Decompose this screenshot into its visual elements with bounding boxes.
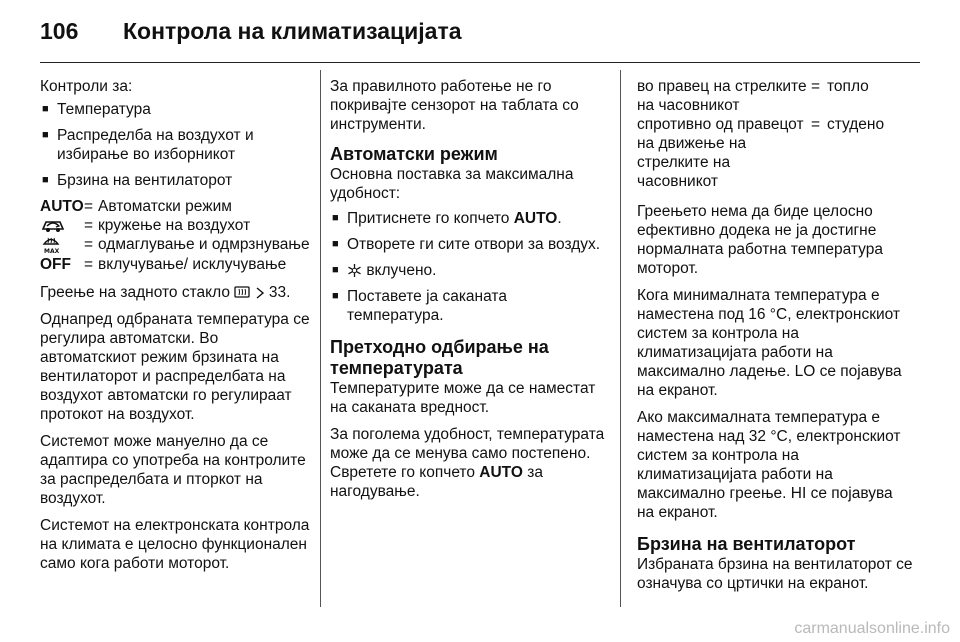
paragraph: Однапред одбраната температура се регулира автоматски. Во автоматскиот режим брзината на вентилаторот и распределбата на воздухот автоматски го регулираат протокот на воздухот. xyxy=(40,311,310,423)
controls-list xyxy=(40,100,314,190)
page-reference-icon xyxy=(255,284,269,301)
paragraph: Температурите може да се наместат на саканата вредност. xyxy=(330,380,596,416)
auto-steps-list xyxy=(330,209,606,325)
list-item: ■ Распределба на воздухот и избирање во изборникот xyxy=(40,126,314,164)
paragraph: Ако максималната температура е наместена над 32 °C, електронскиот систем за контрола на климатизацијата работи на максимално греење. HI се појавува на екранот. xyxy=(637,409,901,521)
legend-desc: кружење на воздухот xyxy=(98,217,251,234)
section-heading-fan: Брзина на вентилаторот xyxy=(637,534,856,554)
column-3 xyxy=(637,77,913,601)
legend-left: во правец на стрелките на часовникот xyxy=(637,78,807,114)
section-heading-preselect: Претходно одбирање на температурата xyxy=(330,337,549,378)
column-divider-2 xyxy=(620,70,621,607)
rear-window-heater-icon xyxy=(234,284,254,301)
rear-window-line: Греење на задното стакло 33. xyxy=(40,284,291,301)
column-1 xyxy=(40,77,314,581)
paragraph: За правилното работење не го покривајте сензорот на таблата со инструменти. xyxy=(330,78,579,133)
direction-legend: во правец на стрелките на часовникот = топло спротивно од правецот на движење на стрелките на часовникот = студено xyxy=(637,77,913,191)
paragraph: Системот на електронската контрола на климата е целосно функционален само кога работи моторот. xyxy=(40,517,310,572)
legend-desc: вклучување/ исклучување xyxy=(98,256,287,273)
legend-desc: Автоматски режим xyxy=(98,198,232,215)
legend-key-off: OFF xyxy=(40,256,71,273)
list-item: ■ Притиснете го копчето AUTO. xyxy=(330,209,606,228)
column-divider-1 xyxy=(320,70,321,607)
list-item: ■ вклучено. xyxy=(330,261,606,280)
fan-snowflake-icon xyxy=(347,262,366,279)
header-divider xyxy=(40,62,920,63)
legend-key-auto: AUTO xyxy=(40,198,84,215)
paragraph: Основна поставка за максимална удобност: xyxy=(330,166,574,202)
paragraph: За поголема удобност, температурата може да се менува само постепено. Свретете го копчето AUTO за нагодување. xyxy=(330,426,605,500)
svg-text:MAX: MAX xyxy=(44,248,60,255)
paragraph: Кога минималната температура е наместена под 16 °C, електронскиот систем за контрола на климатизацијата работи на максимално ладење. LO се појавува на екранот. xyxy=(637,287,902,399)
list-item: ■ Отворете ги сите отвори за воздух. xyxy=(330,235,606,254)
list-item: ■ Температура xyxy=(40,100,314,119)
paragraph: Греењето нема да биде целосно ефективно додека не ја достигне нормалната работна температура моторот. xyxy=(637,203,884,277)
legend-desc: одмаглување и одмрзнување xyxy=(98,236,310,253)
paragraph: Системот може мануелно да се адаптира со употреба на контролите за распределбата и пторкот на воздухот. xyxy=(40,433,306,507)
page-title: Контрола на климатизацијата xyxy=(123,18,462,44)
section-heading-auto: Автоматски режим xyxy=(330,144,498,164)
page-reference[interactable]: 33. xyxy=(268,284,291,301)
list-item: ■ Брзина на вентилаторот xyxy=(40,171,314,190)
controls-legend: AUTO = Автоматски режим = кружење на воздухот MAX = одмаглување и одмрзнување OFF = вклучување/ исклучување xyxy=(40,197,314,274)
legend-right: топло xyxy=(827,78,869,95)
page-number: 106 xyxy=(40,18,79,44)
legend-left: спротивно од правецот на движење на стрелките на часовникот xyxy=(637,116,804,190)
watermark: carmanualsonline.info xyxy=(794,620,950,637)
air-recirculation-icon xyxy=(40,216,84,235)
legend-right: студено xyxy=(827,116,885,133)
paragraph: Избраната брзина на вентилаторот се означува со цртички на екранот. xyxy=(637,556,913,592)
list-item: ■ Поставете ја саканата температура. xyxy=(330,287,606,325)
controls-intro: Контроли за: xyxy=(40,78,133,95)
max-defrost-icon xyxy=(40,235,84,255)
column-2 xyxy=(330,77,606,509)
